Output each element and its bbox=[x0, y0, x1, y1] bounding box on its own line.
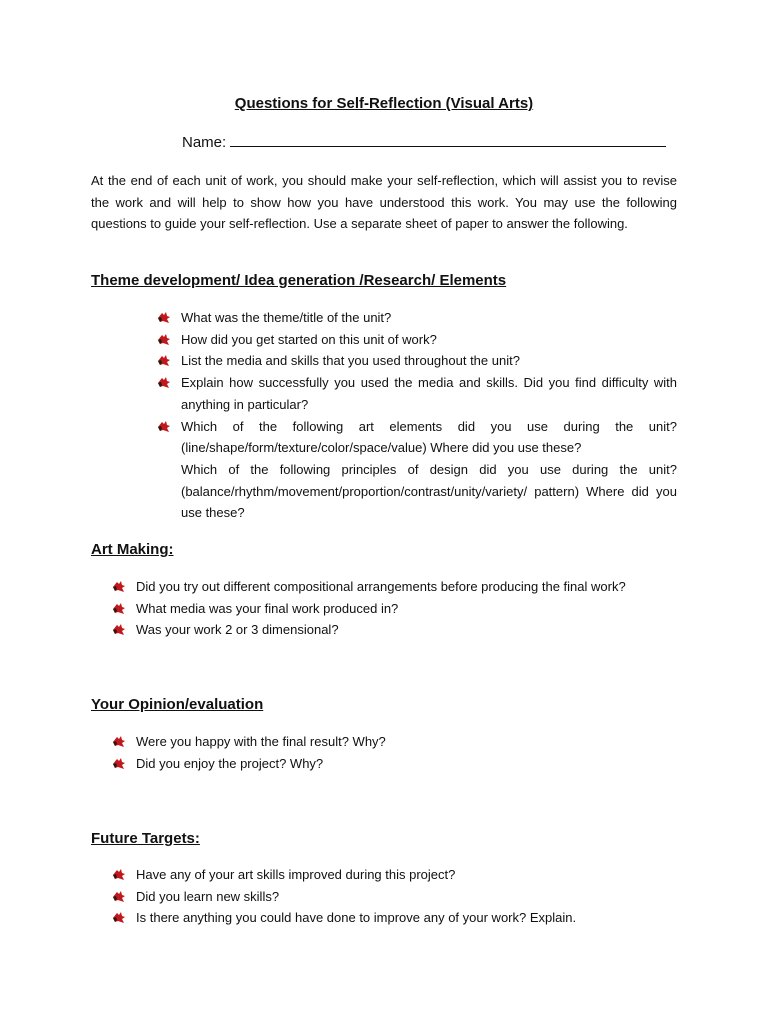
name-label: Name: bbox=[182, 134, 227, 151]
cardinal-bullet-icon bbox=[157, 354, 171, 367]
cardinal-bullet-icon bbox=[112, 757, 126, 770]
list-item: Is there anything you could have done to improve any of your work? Explain. bbox=[112, 907, 692, 929]
list-item: Did you enjoy the project? Why? bbox=[112, 753, 692, 775]
list-item: Have any of your art skills improved during this project? bbox=[112, 864, 692, 886]
heading-art-making: Art Making: bbox=[91, 541, 174, 558]
cardinal-bullet-icon bbox=[112, 580, 126, 593]
list-item: Which of the following principles of design did you use during the unit?(balance/rhythm/movement/proportion/contrast/unity/variety/ pattern) Where did you use these? bbox=[181, 461, 677, 521]
page-title: Questions for Self-Reflection (Visual Arts) bbox=[234, 95, 534, 112]
heading-theme-development: Theme development/ Idea generation /Research/ Elements bbox=[91, 272, 507, 289]
list-item: Explain how successfully you used the media and skills. Did you find difficulty with anything in particular? bbox=[157, 372, 677, 415]
cardinal-bullet-icon bbox=[112, 868, 126, 881]
intro-paragraph: At the end of each unit of work, you should make your self-reflection, which will assist you to revise the work and will help to show how you have understood this work. You may use the following questions to guide your self-reflection. Use a separate sheet of paper to answer the following. bbox=[91, 173, 677, 231]
cardinal-bullet-icon bbox=[157, 376, 171, 389]
name-field bbox=[182, 132, 666, 153]
list-item: What media was your final work produced in? bbox=[112, 598, 692, 620]
cardinal-bullet-icon bbox=[112, 602, 126, 615]
opinion-question-list bbox=[112, 731, 692, 774]
theme-question-list bbox=[157, 307, 677, 524]
heading-opinion-evaluation: Your Opinion/evaluation bbox=[91, 696, 264, 713]
art-making-question-list bbox=[112, 576, 692, 641]
cardinal-bullet-icon bbox=[157, 311, 171, 324]
list-item: What was the theme/title of the unit? bbox=[157, 307, 677, 329]
cardinal-bullet-icon bbox=[112, 890, 126, 903]
cardinal-bullet-icon bbox=[157, 420, 171, 433]
cardinal-bullet-icon bbox=[157, 333, 171, 346]
list-item: Which of the following art elements did you use during the unit? (line/shape/form/texture/color/space/value) Where did you use these? bbox=[157, 416, 677, 459]
list-item: List the media and skills that you used throughout the unit? bbox=[157, 350, 677, 372]
cardinal-bullet-icon bbox=[112, 623, 126, 636]
list-item: How did you get started on this unit of work? bbox=[157, 329, 677, 351]
heading-future-targets: Future Targets: bbox=[91, 830, 200, 847]
list-item: Did you learn new skills? bbox=[112, 886, 692, 908]
list-item: Were you happy with the final result? Why? bbox=[112, 731, 692, 753]
cardinal-bullet-icon bbox=[112, 911, 126, 924]
name-blank-line bbox=[230, 132, 666, 147]
list-item: Did you try out different compositional arrangements before producing the final work? bbox=[112, 576, 692, 598]
list-item: Was your work 2 or 3 dimensional? bbox=[112, 619, 692, 641]
cardinal-bullet-icon bbox=[112, 735, 126, 748]
future-targets-question-list bbox=[112, 864, 692, 929]
